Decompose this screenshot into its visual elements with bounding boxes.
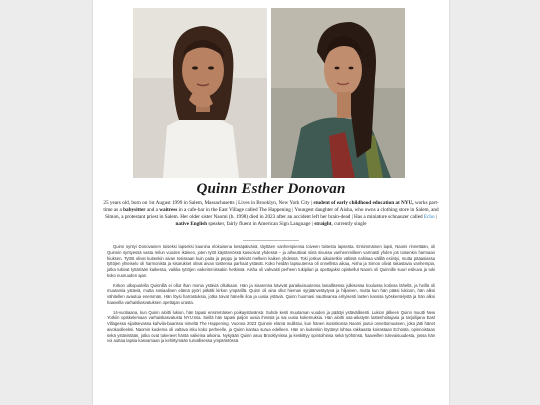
portrait-left-image [133, 8, 267, 178]
portrait-photo-right [271, 8, 405, 178]
biography-paragraph: 14-vuotiaana, kun Quinn aloitti lukion, hän tapasi ensimmäisen poikaystävänsä. Suhde kesti muutaman vuoden ja päättyi ystävällisesti. Lukion jälkeen Quinn muutti New Yorkiin opiskelemaan varhaiskasvatusta NYU:ssa. Siellä hän tapasi paljon uusia ihmisiä ja sai uusia kokemuksia. Hän aloitti osa-aikatyön lastenhoitajana ja tarjoilijana East Villagessa sijaitsevassa kahvila-baarissa nimeltä The Happening. Vuonna 2023 Quinnin elämä mullistui, kun hänen isosiskonsa Naomi joutui onnettomuuteen, joka jätti hänet aivokuolleeksi. Naomin kuolema oli valtava isku koko perheelle, ja Quinn kantaa surua edelleen. Hän on kuitenkin löytänyt lohtua rakkaasta koirastaan Echosta, opinnoistaan sekä ystävistään, jotka ovat tukeneet häntä vaikeina aikoina. Nykyään Quinn asuu Brooklynissa ja keskittyy opintoihinsa sekä työhönsä, haaveillen tulevaisuudesta, jossa hän voi auttaa lapsia kasvamaan ja kehittymään turvallisessa ympäristössä. [107, 309, 435, 344]
section-divider [243, 240, 299, 241]
profile-bio: 25 years old, born on 1st August 1999 in Salem, Massachusetts | Lives in Brooklyn, New York City | student of early childhood education at NYU, works part-time as a babysitter and a waitress in a cafe-bar in the East Village called The Happening | Youngest daughter of Aisha, who owns a clothing store in Salem, and Simon, a protestant priest in Salem. Her older sister Naomi (b. 1998) died in 2023 after an accident left her brain-dead | Has a miniature schnauzer called Echo | native English speaker, fairly fluent in American Sign Language | straight, currently single [103, 200, 439, 227]
portrait-right-image [271, 8, 405, 178]
portrait-photo-left [133, 8, 267, 178]
profile-page [93, 0, 449, 405]
pet-link[interactable]: Echo [423, 213, 435, 220]
biography-paragraph: Quinn syntyi Donovanien toiseksi lapseksi kaunina elokuisena kesäpäivänä, täyttäen vanhempiensa toiveen toisesta lapsesta. Ensimmäinen lapsi, Naomi rinnettään, oli Quinnin syntyessä vasta reilun vuoden ikäinen, joten tytöt käytännössä kasvoivat yhdessä – ja aiheuttivat siinä sivussa vanhemmilleen varmasti yhden jos toisenkin harmaan hiuksen. Tyttöt olivat kuitenkin aivan tosissaan kuin paita ja peppu ja tekivät melkein kaiken yhdessä. Toki joskus aikuisetkin välissä nahisaa välillä esiintyi, mutta pääasiassa tyttöjen yhteiselo oli harmonista ja sisarukset olivat aivan toistensa parhaat ystävät. Koko heidän lapsuutensa oli onnellista aikaa, Aisha ja Simon olivat rakastavia vanhempia, jotka tukivat tyttäriään kaikessa, vaikka tyttöjen vaikeimmissakin hetkissä. Aisha oli vahvasti perheen tukipilari ja opettajaksi opiskellut Naomi oli Quinnille suuri esikuva ja tuki koko nuoruuden ajan. [107, 244, 435, 278]
profile-name: Quinn Esther Donovan [196, 181, 346, 197]
biography-text [107, 244, 435, 348]
biography-paragraph: Kirkon ulkopuolella Quinnillä ei ollut ihan monia ystäviä ollutkaan. Hän ja sisarensa kävivät paraikuisuutensa lasiallisessa julkisessa koulussa kotinsa lähellä, ja heillä oli muutamia ystäviä, mutta sosiaalinen elämä pyöri pitkälti kirkon ympärillä. Quinn oli aina ollut hieman syrjäänvetäytyvä ja hiljainen, mutta kun hän pääsi lukioon, hän alkoi vähitellen avautua enemmän. Hän löysi harrastuksia, jotka toivat hänelle iloa ja uusia ystäviä. Quinn huomasi nauttivansa erityisesti lasten kanssa työskentelystä ja hän alkoi haaveilla varhaiskasvatuksen opettajan urasta. [107, 282, 435, 305]
